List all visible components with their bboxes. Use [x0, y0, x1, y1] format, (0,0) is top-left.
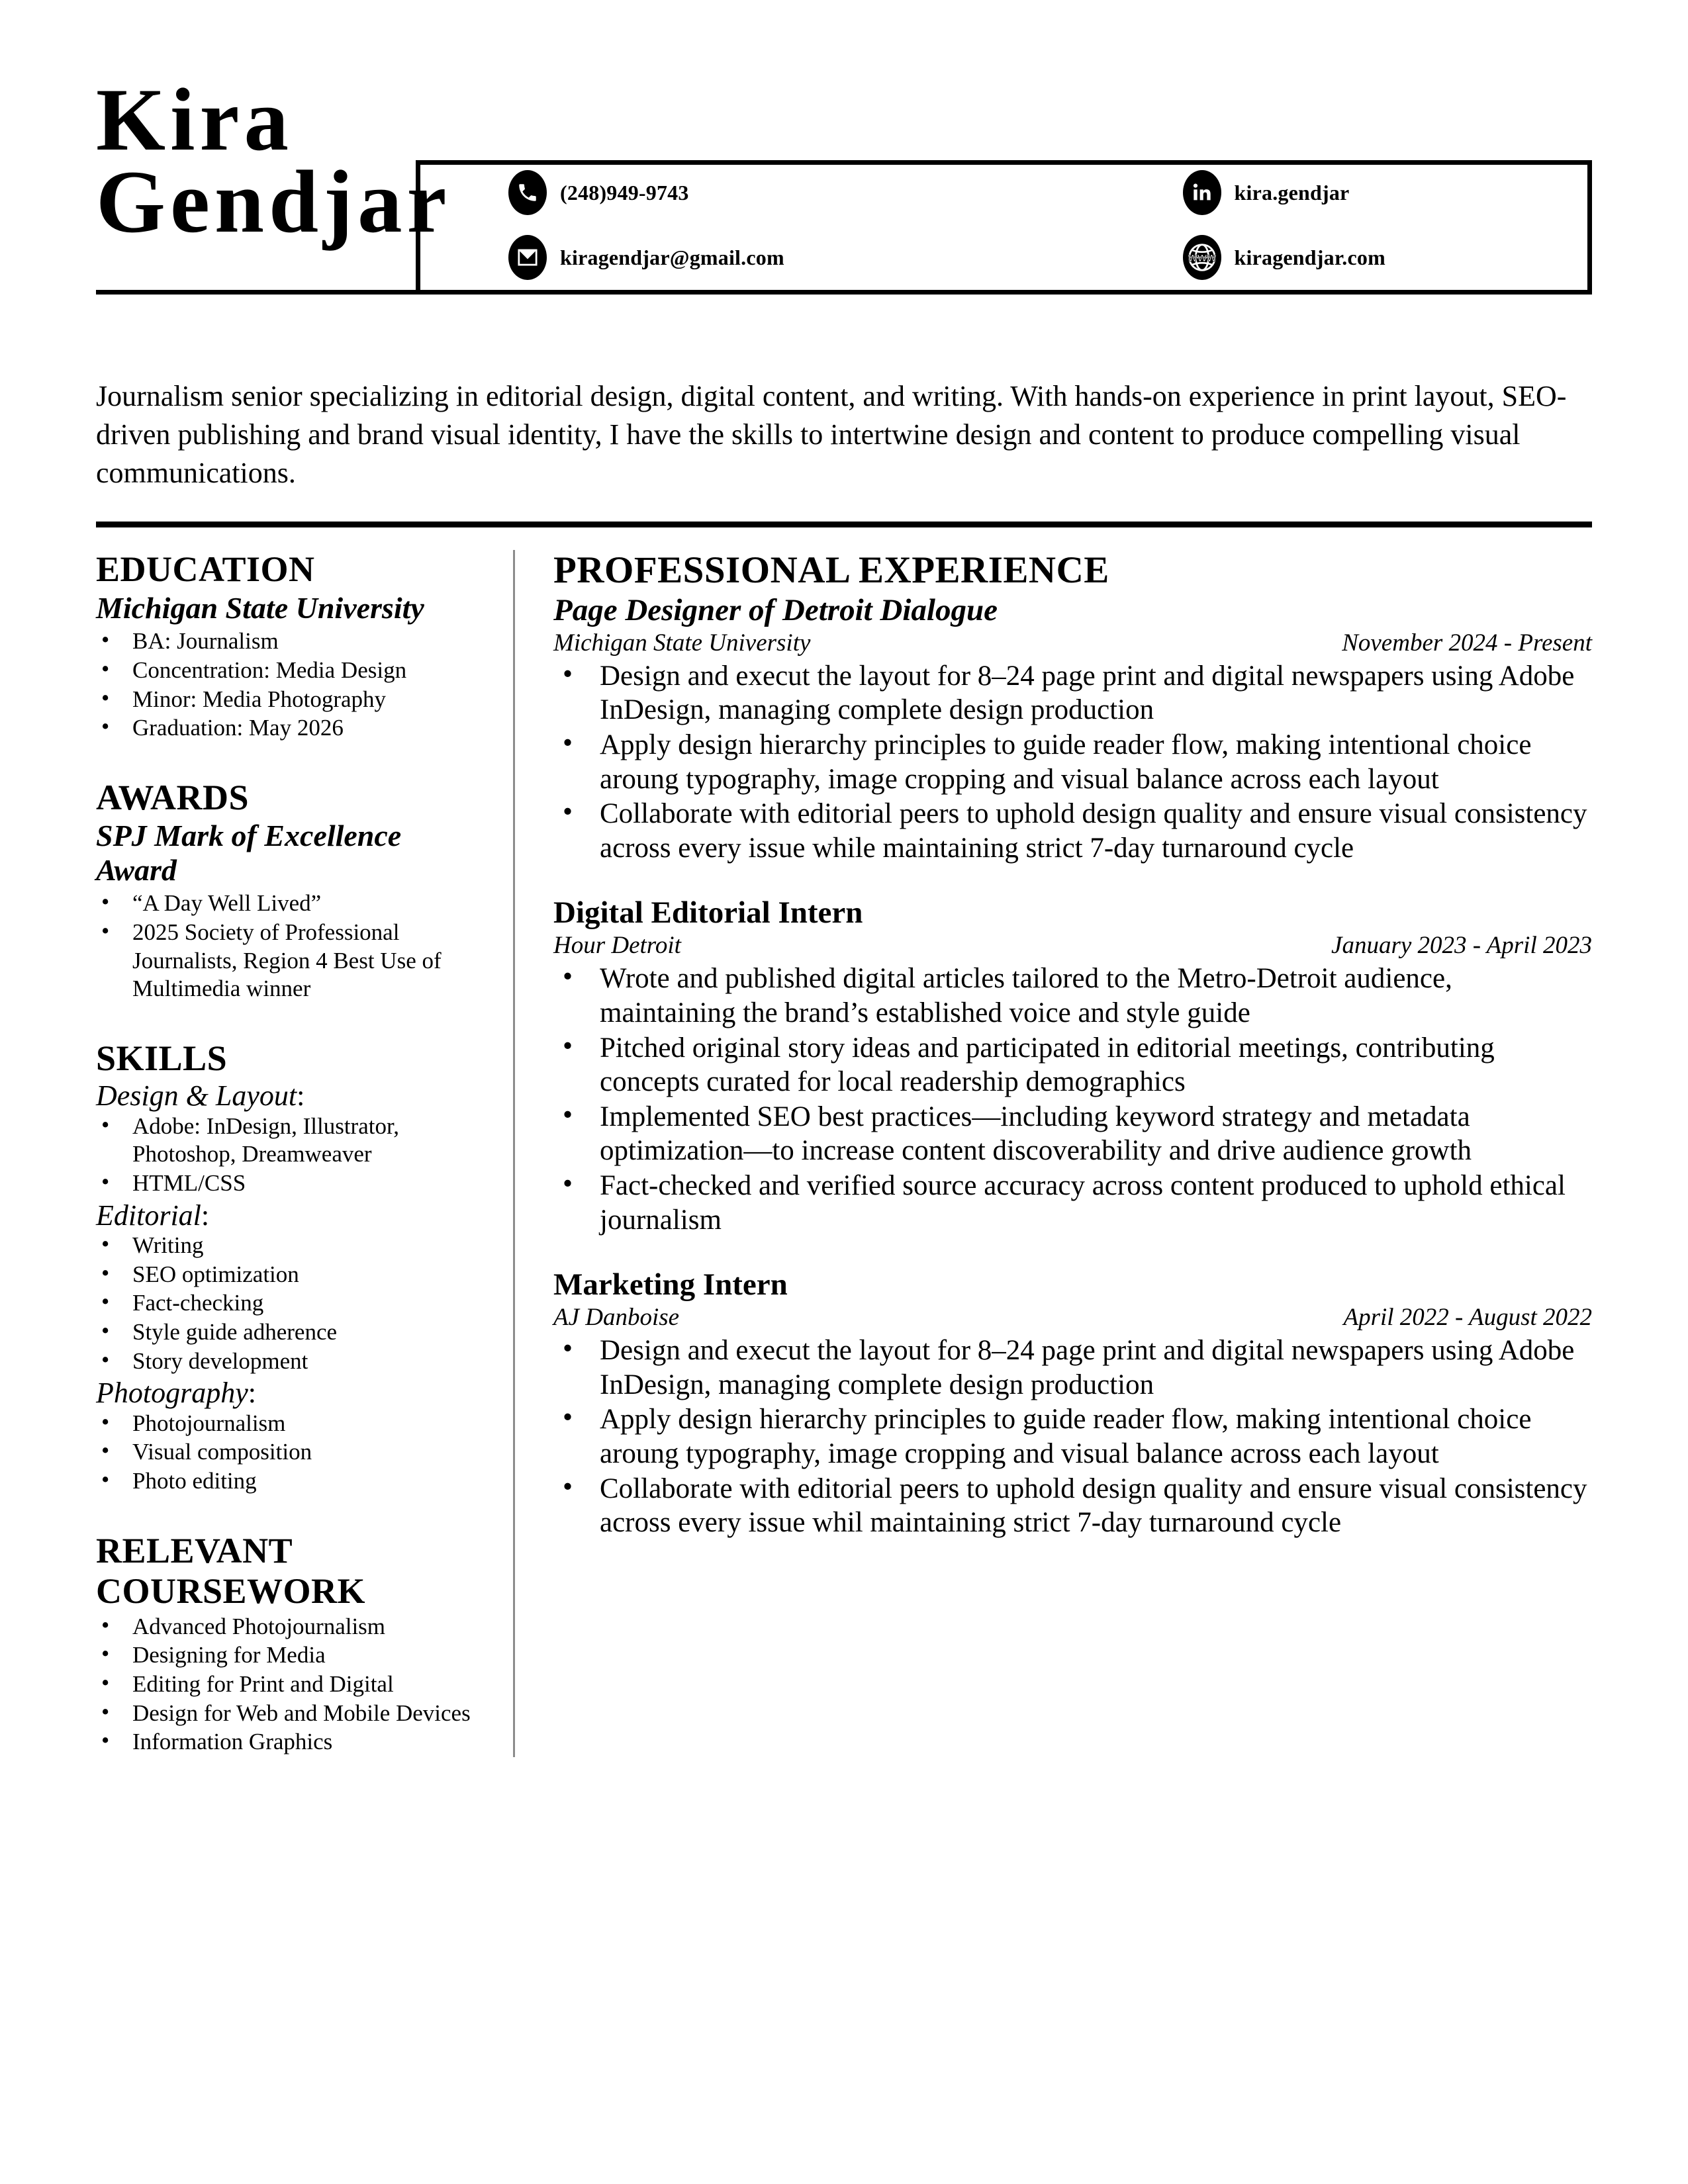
summary-divider	[96, 522, 1592, 527]
experience-heading: PROFESSIONAL EXPERIENCE	[553, 549, 1109, 592]
linkedin-icon	[1183, 170, 1221, 215]
resume-header	[96, 71, 1592, 364]
job-employer: AJ Danboise	[553, 1303, 680, 1331]
list-item: • 2025 Society of Professional Journalists, Region 4 Best Use of Multimedia winner	[96, 919, 479, 1003]
list-item: • Collaborate with editorial peers to uphold design quality and ensure visual consistency across every issue while maintaining strict 7-day turnaround cycle	[553, 797, 1592, 865]
content-columns	[96, 550, 1592, 1757]
coursework-heading-line1: RELEVANT	[96, 1530, 293, 1570]
list-item: • Design and execut the layout for 8–24 page print and digital newspapers using Adobe InDesign, managing complete design production	[553, 659, 1592, 727]
list-item: • Concentration: Media Design	[96, 657, 479, 685]
list-item: • Minor: Media Photography	[96, 686, 479, 714]
list-item: • Advanced Photojournalism	[96, 1613, 479, 1641]
job-dates: November 2024 - Present	[1342, 629, 1592, 657]
skills-heading: SKILLS	[96, 1038, 228, 1079]
email-icon	[508, 235, 547, 280]
section-awards	[96, 778, 479, 1003]
job-entry	[553, 593, 1592, 866]
job-meta	[553, 1303, 1592, 1332]
skills-list-photography	[96, 1410, 479, 1496]
list-item: • Designing for Media	[96, 1641, 479, 1670]
colon-glyph: :	[248, 1377, 256, 1410]
skills-group-text: Photography	[96, 1377, 248, 1410]
skills-group-label-design	[96, 1079, 479, 1112]
contact-email[interactable]	[508, 235, 1051, 280]
website-label: kiragendjar.com	[1234, 245, 1385, 269]
list-item: • Information Graphics	[96, 1728, 479, 1756]
job-title: Digital Editorial Intern	[553, 895, 863, 931]
list-item: • Story development	[96, 1347, 479, 1376]
job-meta	[553, 629, 1592, 658]
contact-linkedin[interactable]	[1051, 170, 1593, 215]
job-bullets	[553, 659, 1592, 866]
list-item: • Apply design hierarchy principles to guide reader flow, making intentional choice aroung typography, image cropping and visual balance across each layout	[553, 728, 1592, 796]
job-title: Page Designer of Detroit Dialogue	[553, 592, 998, 627]
job-bullets	[553, 1334, 1592, 1540]
list-item: • SEO optimization	[96, 1261, 479, 1289]
job-dates: January 2023 - April 2023	[1331, 932, 1592, 960]
list-item: • “A Day Well Lived”	[96, 889, 479, 918]
job-bullets	[553, 962, 1592, 1237]
coursework-heading-line2: COURSEWORK	[96, 1571, 366, 1612]
list-item: • HTML/CSS	[96, 1169, 479, 1198]
name-first: Kira	[96, 71, 293, 169]
skills-group-text: Editorial	[96, 1199, 201, 1232]
list-item: • Pitched original story ideas and participated in editorial meetings, contributing concepts curated for local readership demographics	[553, 1031, 1592, 1099]
svg-text:WWW: WWW	[1188, 253, 1216, 265]
section-skills	[96, 1039, 479, 1496]
colon-glyph: :	[201, 1199, 210, 1232]
profile-summary: Journalism senior specializing in editorial design, digital content, and writing. With hands-on experience in print layout, SEO-driven publishing and brand visual identity, I have the skills to intertwine design and content to produce compelling visual communications.	[96, 380, 1567, 490]
list-item: • Writing	[96, 1232, 479, 1260]
list-item: • Photojournalism	[96, 1410, 479, 1438]
awards-list	[96, 889, 479, 1003]
colon-glyph: :	[297, 1079, 305, 1113]
candidate-name	[96, 71, 451, 252]
header-divider	[96, 290, 1592, 295]
education-school: Michigan State University	[96, 590, 424, 625]
phone-label: (248)949-9743	[560, 180, 689, 205]
list-item: • Wrote and published digital articles tailored to the Metro-Detroit audience, maintaining the brand’s established voice and style guide	[553, 962, 1592, 1030]
coursework-list	[96, 1613, 479, 1756]
skills-group-label-photography	[96, 1377, 479, 1409]
award-name: SPJ Mark of Excellence Award	[96, 819, 402, 887]
right-column	[515, 550, 1592, 1757]
linkedin-label: kira.gendjar	[1234, 180, 1350, 205]
education-list	[96, 627, 479, 743]
list-item: • Style guide adherence	[96, 1318, 479, 1347]
job-employer: Michigan State University	[553, 629, 811, 657]
job-entry	[553, 1267, 1592, 1540]
list-item: • Fact-checking	[96, 1289, 479, 1318]
job-meta	[553, 931, 1592, 960]
list-item: • Design and execut the layout for 8–24 page print and digital newspapers using Adobe InDesign, managing complete design production	[553, 1334, 1592, 1402]
email-label: kiragendjar@gmail.com	[560, 245, 784, 269]
section-education	[96, 550, 479, 743]
awards-heading: AWARDS	[96, 777, 250, 817]
skills-list-design	[96, 1113, 479, 1198]
skills-group-label-editorial	[96, 1199, 479, 1232]
list-item: • Photo editing	[96, 1467, 479, 1496]
contact-phone[interactable]	[508, 170, 1051, 215]
phone-icon	[508, 170, 547, 215]
name-last: Gendjar	[96, 153, 451, 252]
job-employer: Hour Detroit	[553, 932, 681, 960]
job-entry	[553, 895, 1592, 1237]
skills-group-text: Design & Layout	[96, 1079, 297, 1113]
job-dates: April 2022 - August 2022	[1343, 1303, 1592, 1331]
section-coursework	[96, 1531, 479, 1756]
website-icon	[1183, 235, 1221, 280]
list-item: • Design for Web and Mobile Devices	[96, 1700, 479, 1728]
list-item: • Visual composition	[96, 1438, 479, 1467]
list-item: • Graduation: May 2026	[96, 714, 479, 743]
left-column	[96, 550, 513, 1757]
list-item: • Implemented SEO best practices—including keyword strategy and metadata optimization—to increase content discoverability and drive audience growth	[553, 1100, 1592, 1168]
list-item: • Editing for Print and Digital	[96, 1670, 479, 1699]
contact-website[interactable]	[1051, 235, 1593, 280]
list-item: • Fact-checked and verified source accuracy across content produced to uphold ethical journalism	[553, 1169, 1592, 1237]
skills-list-editorial	[96, 1232, 479, 1375]
contact-list	[416, 160, 1592, 290]
list-item: • Apply design hierarchy principles to guide reader flow, making intentional choice aroung typography, image cropping and visual balance across each layout	[553, 1402, 1592, 1471]
education-heading: EDUCATION	[96, 549, 315, 590]
job-title: Marketing Intern	[553, 1267, 788, 1302]
list-item: • BA: Journalism	[96, 627, 479, 656]
list-item: • Adobe: InDesign, Illustrator, Photoshop, Dreamweaver	[96, 1113, 479, 1169]
list-item: • Collaborate with editorial peers to uphold design quality and ensure visual consistency across every issue whil maintaining strict 7-day turnaround cycle	[553, 1472, 1592, 1540]
